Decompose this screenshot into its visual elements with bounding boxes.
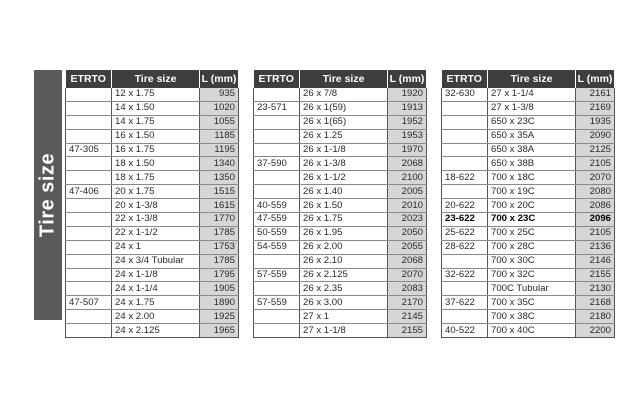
length-cell: 1925: [200, 310, 239, 324]
tire-table-2: [253, 70, 427, 338]
table-row: [66, 310, 239, 324]
table-row: [254, 88, 427, 101]
tire-size-cell: 24 x 1: [112, 240, 200, 254]
tire-size-cell: 700C Tubular: [488, 282, 576, 296]
etrto-cell: [254, 324, 300, 338]
table-row: [442, 254, 615, 268]
table-row: [66, 157, 239, 171]
length-cell: 2146: [576, 254, 615, 268]
etrto-cell: [442, 157, 488, 171]
length-cell: 2155: [388, 324, 427, 338]
etrto-cell: [254, 185, 300, 199]
etrto-cell: [66, 226, 112, 240]
etrto-cell: 47-305: [66, 143, 112, 157]
table-row: [66, 199, 239, 213]
length-cell: 1890: [200, 296, 239, 310]
etrto-cell: 47-507: [66, 296, 112, 310]
etrto-cell: [442, 101, 488, 115]
table-row: [66, 143, 239, 157]
tire-size-cell: 24 x 1-1/4: [112, 282, 200, 296]
tire-size-cell: 18 x 1.50: [112, 157, 200, 171]
length-cell: 1615: [200, 199, 239, 213]
etrto-cell: [442, 282, 488, 296]
length-cell: 1935: [576, 115, 615, 129]
etrto-cell: 54-559: [254, 240, 300, 254]
table-row: [254, 115, 427, 129]
tire-size-cell: 24 x 1.75: [112, 296, 200, 310]
length-cell: 2005: [388, 185, 427, 199]
table-row: [442, 324, 615, 338]
etrto-cell: 40-522: [442, 324, 488, 338]
tire-size-cell: 26 x 7/8: [300, 88, 388, 101]
etrto-cell: 32-622: [442, 268, 488, 282]
etrto-cell: [254, 143, 300, 157]
table-row: [442, 143, 615, 157]
table-row: [66, 129, 239, 143]
tire-size-cell: 24 x 1-1/8: [112, 268, 200, 282]
tire-size-cell: 27 x 1: [300, 310, 388, 324]
table-row: [66, 254, 239, 268]
table-row: [442, 310, 615, 324]
tire-size-cell: 20 x 1.75: [112, 185, 200, 199]
etrto-cell: [254, 254, 300, 268]
length-cell: 2068: [388, 157, 427, 171]
length-cell: 2070: [576, 171, 615, 185]
table-row: [66, 213, 239, 227]
tire-size-cell: 700 x 19C: [488, 185, 576, 199]
tire-size-cell: 700 x 23C: [488, 213, 576, 227]
length-cell: 1753: [200, 240, 239, 254]
tire-size-cell: 26 x 1-3/8: [300, 157, 388, 171]
tire-size-cell: 16 x 1.50: [112, 129, 200, 143]
tire-size-cell: 26 x 1.25: [300, 129, 388, 143]
etrto-cell: 25-622: [442, 226, 488, 240]
table-row: [254, 310, 427, 324]
tire-size-cell: 700 x 18C: [488, 171, 576, 185]
length-cell: 2070: [388, 268, 427, 282]
etrto-cell: [66, 240, 112, 254]
tire-size-cell: 14 x 1.50: [112, 101, 200, 115]
tire-size-cell: 27 x 1-3/8: [488, 101, 576, 115]
etrto-header: ETRTO: [66, 70, 112, 88]
etrto-cell: 50-559: [254, 226, 300, 240]
etrto-cell: [66, 268, 112, 282]
length-cell: 2145: [388, 310, 427, 324]
etrto-cell: [66, 157, 112, 171]
tire-size-cell: 700 x 30C: [488, 254, 576, 268]
tire-size-cell: 700 x 20C: [488, 199, 576, 213]
length-cell: 2169: [576, 101, 615, 115]
table-row: [442, 240, 615, 254]
tire-size-cell: 650 x 38B: [488, 157, 576, 171]
table-row: [442, 88, 615, 101]
etrto-cell: [442, 185, 488, 199]
tire-size-cell: 18 x 1.75: [112, 171, 200, 185]
tire-size-cell: 700 x 32C: [488, 268, 576, 282]
length-cell: 1515: [200, 185, 239, 199]
table-row: [66, 171, 239, 185]
tire-size-cell: 12 x 1.75: [112, 88, 200, 101]
table-row: [66, 324, 239, 338]
tire-size-cell: 700 x 40C: [488, 324, 576, 338]
table-row: [254, 324, 427, 338]
table-row: [254, 268, 427, 282]
table-row: [442, 157, 615, 171]
etrto-cell: [66, 101, 112, 115]
tire-size-cell: 650 x 38A: [488, 143, 576, 157]
etrto-header: ETRTO: [254, 70, 300, 88]
length-cell: 1195: [200, 143, 239, 157]
tire-size-cell: 26 x 1.50: [300, 199, 388, 213]
table-row: [442, 282, 615, 296]
length-cell: 2055: [388, 240, 427, 254]
length-cell: 2023: [388, 213, 427, 227]
table-row: [254, 240, 427, 254]
table-row: [442, 115, 615, 129]
etrto-cell: 40-559: [254, 199, 300, 213]
tire-size-cell: 24 x 2.00: [112, 310, 200, 324]
table-row: [66, 185, 239, 199]
etrto-cell: [66, 199, 112, 213]
length-cell: 1965: [200, 324, 239, 338]
etrto-cell: 57-559: [254, 268, 300, 282]
etrto-cell: 57-559: [254, 296, 300, 310]
tire-table-3: [441, 70, 615, 338]
tire-size-cell: 26 x 1(59): [300, 101, 388, 115]
length-header: L (mm): [200, 70, 239, 88]
length-cell: 1020: [200, 101, 239, 115]
length-cell: 2155: [576, 268, 615, 282]
length-cell: 1905: [200, 282, 239, 296]
etrto-cell: [66, 171, 112, 185]
tire-size-cell: 22 x 1-3/8: [112, 213, 200, 227]
table-row: [442, 296, 615, 310]
tire-size-cell: 700 x 38C: [488, 310, 576, 324]
length-cell: 2100: [388, 171, 427, 185]
etrto-cell: 18-622: [442, 171, 488, 185]
etrto-cell: 20-622: [442, 199, 488, 213]
table-row: [66, 296, 239, 310]
etrto-cell: [66, 282, 112, 296]
length-cell: 2086: [576, 199, 615, 213]
tire-size-header: Tire size: [300, 70, 388, 88]
etrto-cell: [66, 88, 112, 101]
length-cell: 1055: [200, 115, 239, 129]
length-cell: 2136: [576, 240, 615, 254]
length-cell: 2096: [576, 213, 615, 227]
table-row: [254, 129, 427, 143]
tire-size-sheet: [34, 70, 613, 336]
length-cell: 935: [200, 88, 239, 101]
table-row: [66, 115, 239, 129]
tire-size-cell: 27 x 1-1/4: [488, 88, 576, 101]
tire-size-cell: 14 x 1.75: [112, 115, 200, 129]
tire-size-cell: 26 x 3.00: [300, 296, 388, 310]
table-row: [254, 226, 427, 240]
etrto-cell: [254, 129, 300, 143]
length-cell: 2090: [576, 129, 615, 143]
tire-size-header: Tire size: [112, 70, 200, 88]
table-row: [66, 88, 239, 101]
table-row: [442, 226, 615, 240]
table-row: [254, 199, 427, 213]
length-cell: 1920: [388, 88, 427, 101]
length-header: L (mm): [576, 70, 615, 88]
length-cell: 2083: [388, 282, 427, 296]
table-row: [66, 101, 239, 115]
table-row: [254, 296, 427, 310]
length-cell: 1350: [200, 171, 239, 185]
table-row: [254, 282, 427, 296]
etrto-cell: [66, 310, 112, 324]
tire-size-cell: 26 x 1-1/8: [300, 143, 388, 157]
table-row: [66, 226, 239, 240]
etrto-cell: [66, 115, 112, 129]
table-row: [66, 268, 239, 282]
length-cell: 2180: [576, 310, 615, 324]
tire-size-cell: 26 x 2.125: [300, 268, 388, 282]
etrto-cell: [254, 171, 300, 185]
tire-size-cell: 26 x 2.00: [300, 240, 388, 254]
etrto-header: ETRTO: [442, 70, 488, 88]
etrto-cell: [442, 115, 488, 129]
table-row: [254, 185, 427, 199]
length-cell: 2080: [576, 185, 615, 199]
length-cell: 2010: [388, 199, 427, 213]
length-cell: 1340: [200, 157, 239, 171]
etrto-cell: [66, 254, 112, 268]
table-row: [442, 101, 615, 115]
tire-size-cell: 700 x 28C: [488, 240, 576, 254]
tire-size-cell: 650 x 23C: [488, 115, 576, 129]
tire-size-cell: 26 x 2.35: [300, 282, 388, 296]
table-row: [442, 268, 615, 282]
tire-size-cell: 24 x 2.125: [112, 324, 200, 338]
table-row: [442, 129, 615, 143]
length-cell: 2161: [576, 88, 615, 101]
etrto-cell: 47-406: [66, 185, 112, 199]
tire-size-cell: 26 x 1-1/2: [300, 171, 388, 185]
etrto-cell: [442, 129, 488, 143]
tire-size-cell: 26 x 1(65): [300, 115, 388, 129]
table-row: [442, 199, 615, 213]
tire-size-cell: 650 x 35A: [488, 129, 576, 143]
length-cell: 2050: [388, 226, 427, 240]
table-row: [254, 213, 427, 227]
length-header: L (mm): [388, 70, 427, 88]
etrto-cell: [254, 88, 300, 101]
etrto-cell: [254, 310, 300, 324]
tire-size-header: Tire size: [488, 70, 576, 88]
length-cell: 1795: [200, 268, 239, 282]
tire-size-cell: 26 x 1.40: [300, 185, 388, 199]
etrto-cell: [442, 310, 488, 324]
table-row: [66, 282, 239, 296]
etrto-cell: [254, 115, 300, 129]
table-row: [254, 143, 427, 157]
table-row: [254, 101, 427, 115]
etrto-cell: 32-630: [442, 88, 488, 101]
length-cell: 1953: [388, 129, 427, 143]
etrto-cell: [442, 254, 488, 268]
tire-size-cell: 16 x 1.75: [112, 143, 200, 157]
length-cell: 2168: [576, 296, 615, 310]
table-row: [442, 171, 615, 185]
length-cell: 2068: [388, 254, 427, 268]
tire-size-cell: 26 x 1.95: [300, 226, 388, 240]
etrto-cell: 28-622: [442, 240, 488, 254]
etrto-cell: [254, 282, 300, 296]
tire-size-cell: 700 x 35C: [488, 296, 576, 310]
length-cell: 2105: [576, 226, 615, 240]
length-cell: 2200: [576, 324, 615, 338]
tire-size-cell: 26 x 2.10: [300, 254, 388, 268]
etrto-cell: 23-571: [254, 101, 300, 115]
tire-size-cell: 20 x 1-3/8: [112, 199, 200, 213]
tire-size-cell: 27 x 1-1/8: [300, 324, 388, 338]
etrto-cell: 47-559: [254, 213, 300, 227]
tire-size-cell: 24 x 3/4 Tubular: [112, 254, 200, 268]
table-row: [442, 185, 615, 199]
etrto-cell: [66, 324, 112, 338]
etrto-cell: [66, 129, 112, 143]
length-cell: 1913: [388, 101, 427, 115]
etrto-cell: [442, 143, 488, 157]
length-cell: 2105: [576, 157, 615, 171]
table-row: [442, 213, 615, 227]
length-cell: 1185: [200, 129, 239, 143]
table-row: [66, 240, 239, 254]
length-cell: 2125: [576, 143, 615, 157]
etrto-cell: 37-590: [254, 157, 300, 171]
length-cell: 1785: [200, 226, 239, 240]
length-cell: 1970: [388, 143, 427, 157]
length-cell: 2170: [388, 296, 427, 310]
etrto-cell: 37-622: [442, 296, 488, 310]
tire-table-1: [65, 70, 239, 338]
length-cell: 1770: [200, 213, 239, 227]
etrto-cell: 23-622: [442, 213, 488, 227]
side-title-bar: [34, 70, 62, 320]
etrto-cell: [66, 213, 112, 227]
table-row: [254, 254, 427, 268]
tire-size-cell: 22 x 1-1/2: [112, 226, 200, 240]
length-cell: 2130: [576, 282, 615, 296]
length-cell: 1785: [200, 254, 239, 268]
tire-size-cell: 700 x 25C: [488, 226, 576, 240]
side-title: Tire size: [36, 152, 59, 238]
length-cell: 1952: [388, 115, 427, 129]
table-row: [254, 171, 427, 185]
table-row: [254, 157, 427, 171]
tire-size-cell: 26 x 1.75: [300, 213, 388, 227]
